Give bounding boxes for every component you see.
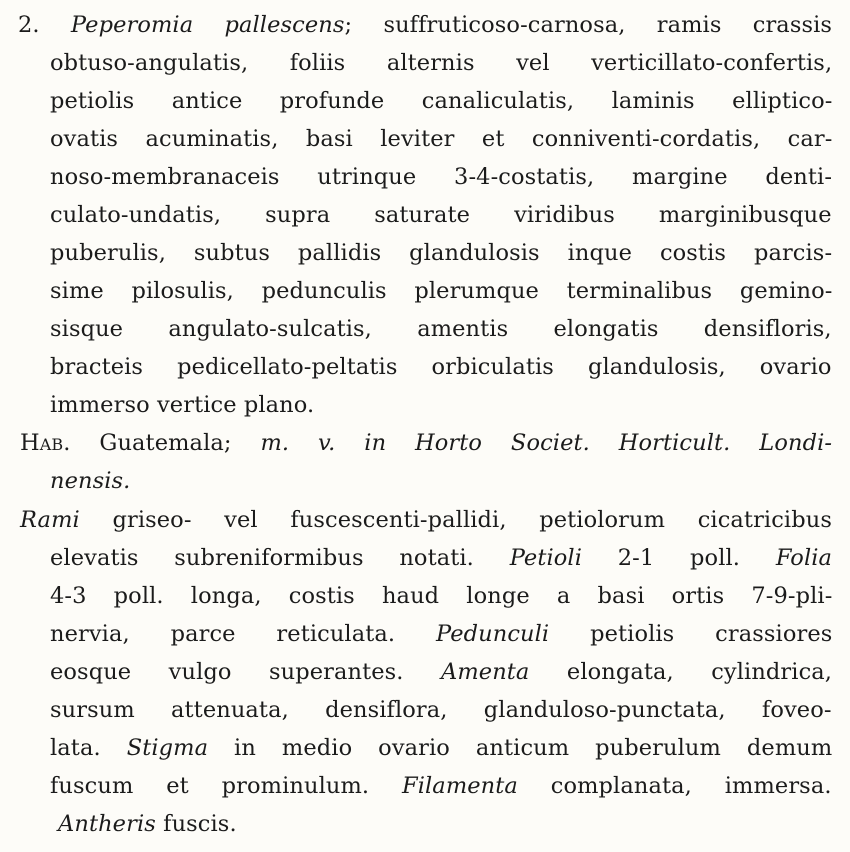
smallcaps-label: Hab.: [20, 430, 71, 456]
description-line: [58, 809, 237, 839]
entry-line: [50, 390, 314, 420]
description-line: [50, 581, 832, 611]
text-run: fuscum et prominulum.: [50, 773, 402, 799]
entry-line: [50, 86, 832, 116]
italic-text: Filamenta: [402, 773, 518, 799]
text-run: petiolis crassiores: [549, 621, 833, 647]
entry-line: [50, 276, 832, 306]
text-run: culato-undatis, supra saturate viridibus marginibusque: [50, 202, 832, 228]
text-run: griseo- vel fuscescenti-pallidi, petiolorum cicatricibus: [79, 507, 832, 533]
italic-text: nensis.: [50, 468, 131, 494]
entry-line: [18, 10, 832, 40]
text-run: nervia, parce reticulata.: [50, 621, 437, 647]
entry-line: [50, 48, 832, 78]
description-line: [50, 733, 832, 763]
text-run: sursum attenuata, densiflora, glanduloso-punctata, foveo-: [50, 697, 832, 723]
description-line: [50, 543, 832, 573]
text-run: noso-membranaceis utrinque 3-4-costatis, margine denti-: [50, 164, 833, 190]
text-run: fuscis.: [155, 811, 237, 837]
text-run: lata.: [50, 735, 127, 761]
entry-line: [50, 124, 832, 154]
italic-text: Pedunculi: [436, 621, 550, 647]
description-line: [20, 505, 832, 535]
entry-line: [50, 352, 832, 382]
text-run: elevatis subreniformibus notati.: [50, 545, 510, 571]
italic-text: Stigma: [126, 735, 209, 761]
entry-line: [50, 162, 832, 192]
entry-line: [50, 238, 832, 268]
text-run: obtuso-angulatis, foliis alternis vel verticillato-confertis,: [50, 50, 833, 76]
italic-text: m. v. in Horto Societ. Horticult. Londi-: [260, 430, 833, 456]
habitat-line: [50, 466, 130, 496]
text-run: elongata, cylindrica,: [529, 659, 833, 685]
text-run: 2-1 poll.: [582, 545, 776, 571]
italic-text: Antheris: [58, 811, 156, 837]
text-run: 4-3 poll. longa, costis haud longe a basi ortis 7-9-pli-: [50, 583, 833, 609]
italic-text: Peperomia pallescens: [70, 12, 345, 38]
text-run: sime pilosulis, pedunculis plerumque terminalibus gemino-: [50, 278, 833, 304]
text-run: bracteis pedicellato-peltatis orbiculatis glandulosis, ovario: [50, 354, 832, 380]
italic-text: Rami: [20, 507, 80, 533]
italic-text: Folia: [775, 545, 833, 571]
entry-line: [50, 314, 832, 344]
text-run: complanata, immersa.: [517, 773, 832, 799]
text-run: eosque vulgo superantes.: [50, 659, 441, 685]
entry-line: [50, 200, 832, 230]
description-line: [50, 695, 832, 725]
text-run: sisque angulato-sulcatis, amentis elongatis densifloris,: [50, 316, 832, 342]
text-run: petiolis antice profunde canaliculatis, laminis elliptico-: [50, 88, 833, 114]
text-run: ovatis acuminatis, basi leviter et conniventi-cordatis, car-: [50, 126, 833, 152]
text-run: ; suffruticoso-carnosa, ramis crassis: [344, 12, 833, 38]
text-run: in medio ovario anticum puberulum demum: [208, 735, 833, 761]
description-line: [50, 657, 832, 687]
text-run: Guatemala;: [70, 430, 261, 456]
text-run: immerso vertice plano.: [50, 392, 315, 418]
description-line: [50, 771, 832, 801]
text-run: puberulis, subtus pallidis glandulosis inque costis parcis-: [50, 240, 833, 266]
italic-text: Petioli: [509, 545, 583, 571]
habitat-line: [20, 428, 832, 458]
description-line: [50, 619, 832, 649]
text-run: 2.: [18, 12, 71, 38]
italic-text: Amenta: [441, 659, 530, 685]
